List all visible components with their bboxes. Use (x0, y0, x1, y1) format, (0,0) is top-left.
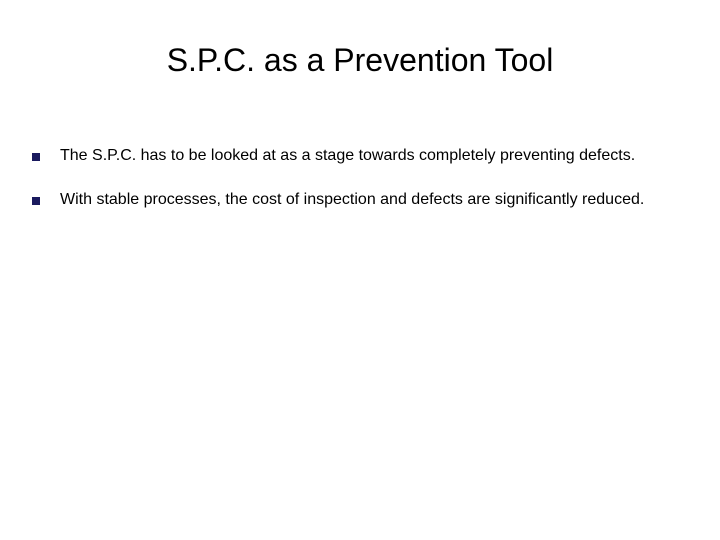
bullet-list (30, 145, 670, 233)
bullet-text: With stable processes, the cost of inspection and defects are significantly reduced. (60, 191, 645, 208)
bullet-text: The S.P.C. has to be looked at as a stage towards completely preventing defects. (60, 147, 636, 164)
square-bullet-icon (32, 153, 40, 161)
square-bullet-icon (32, 197, 40, 205)
bullet-item (30, 189, 670, 211)
slide-title: S.P.C. as a Prevention Tool (166, 42, 554, 78)
bullet-item (30, 145, 670, 167)
